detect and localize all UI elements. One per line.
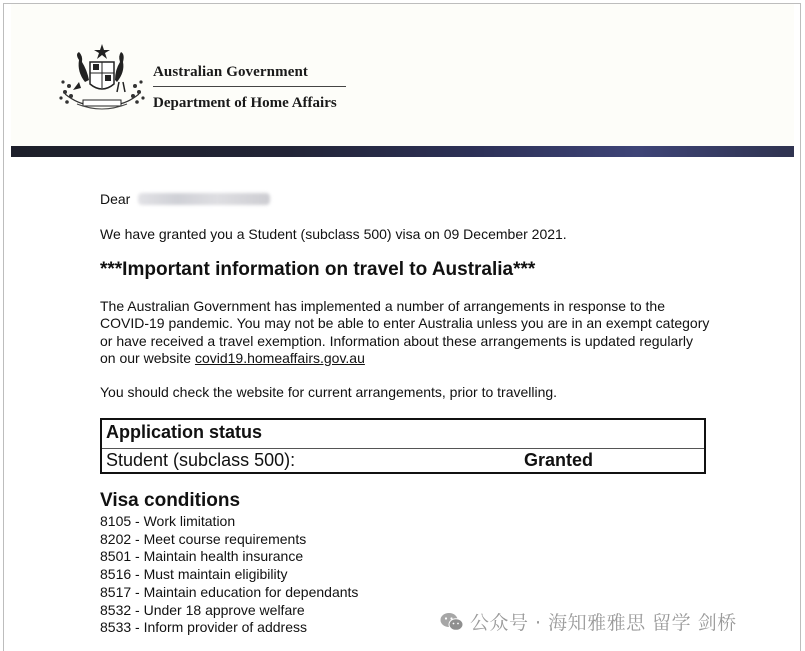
government-name: Australian Government (153, 64, 309, 80)
list-item: 8501 - Maintain health insurance (100, 548, 304, 565)
salutation-text: Dear (100, 191, 131, 207)
list-item: 8105 - Work limitation (100, 513, 236, 529)
grant-statement: We have granted you a Student (subclass 500) visa on 09 December 2021. (100, 226, 567, 242)
covid-paragraph (100, 298, 710, 367)
wordmark-divider (153, 86, 346, 87)
visa-conditions-heading: Visa conditions (100, 490, 241, 511)
coat-of-arms-icon (55, 42, 149, 116)
government-wordmark (153, 64, 346, 112)
important-heading: ***Important information on travel to Australia*** (100, 259, 536, 280)
letterhead-band (11, 146, 794, 157)
salutation (100, 191, 270, 207)
list-item: 8516 - Must maintain eligibility (100, 566, 288, 583)
status-divider (102, 448, 704, 449)
wechat-icon (440, 612, 464, 632)
redacted-name (138, 193, 270, 205)
visa-conditions-list (100, 513, 358, 637)
application-status-table (100, 418, 706, 474)
check-website-line: You should check the website for current arrangements, prior to travelling. (100, 384, 558, 400)
list-item: 8532 - Under 18 approve welfare (100, 601, 305, 618)
website-link[interactable]: covid19.homeaffairs.gov.au (194, 349, 365, 366)
list-item: 8202 - Meet course requirements (100, 530, 307, 547)
list-item: 8517 - Maintain education for dependants (100, 583, 359, 600)
status-title: Application status (106, 422, 263, 442)
department-name: Department of Home Affairs (153, 95, 337, 111)
status-value: Granted (524, 450, 594, 470)
watermark-text: 公众号 · 海知雅雅思 留学 剑桥 (470, 612, 737, 634)
letterhead (11, 4, 794, 146)
status-visa-label: Student (subclass 500): (106, 450, 296, 470)
covid-paragraph-text: The Australian Government has implemented a number of arrangements in response to the COVID-19 pandemic. You may not be able to enter Australia unless you are in an exempt category or have received a travel exemption. Information about these arrangements is updated regularly on our website (100, 298, 710, 366)
watermark (440, 608, 737, 635)
list-item: 8533 - Inform provider of address (100, 619, 307, 636)
